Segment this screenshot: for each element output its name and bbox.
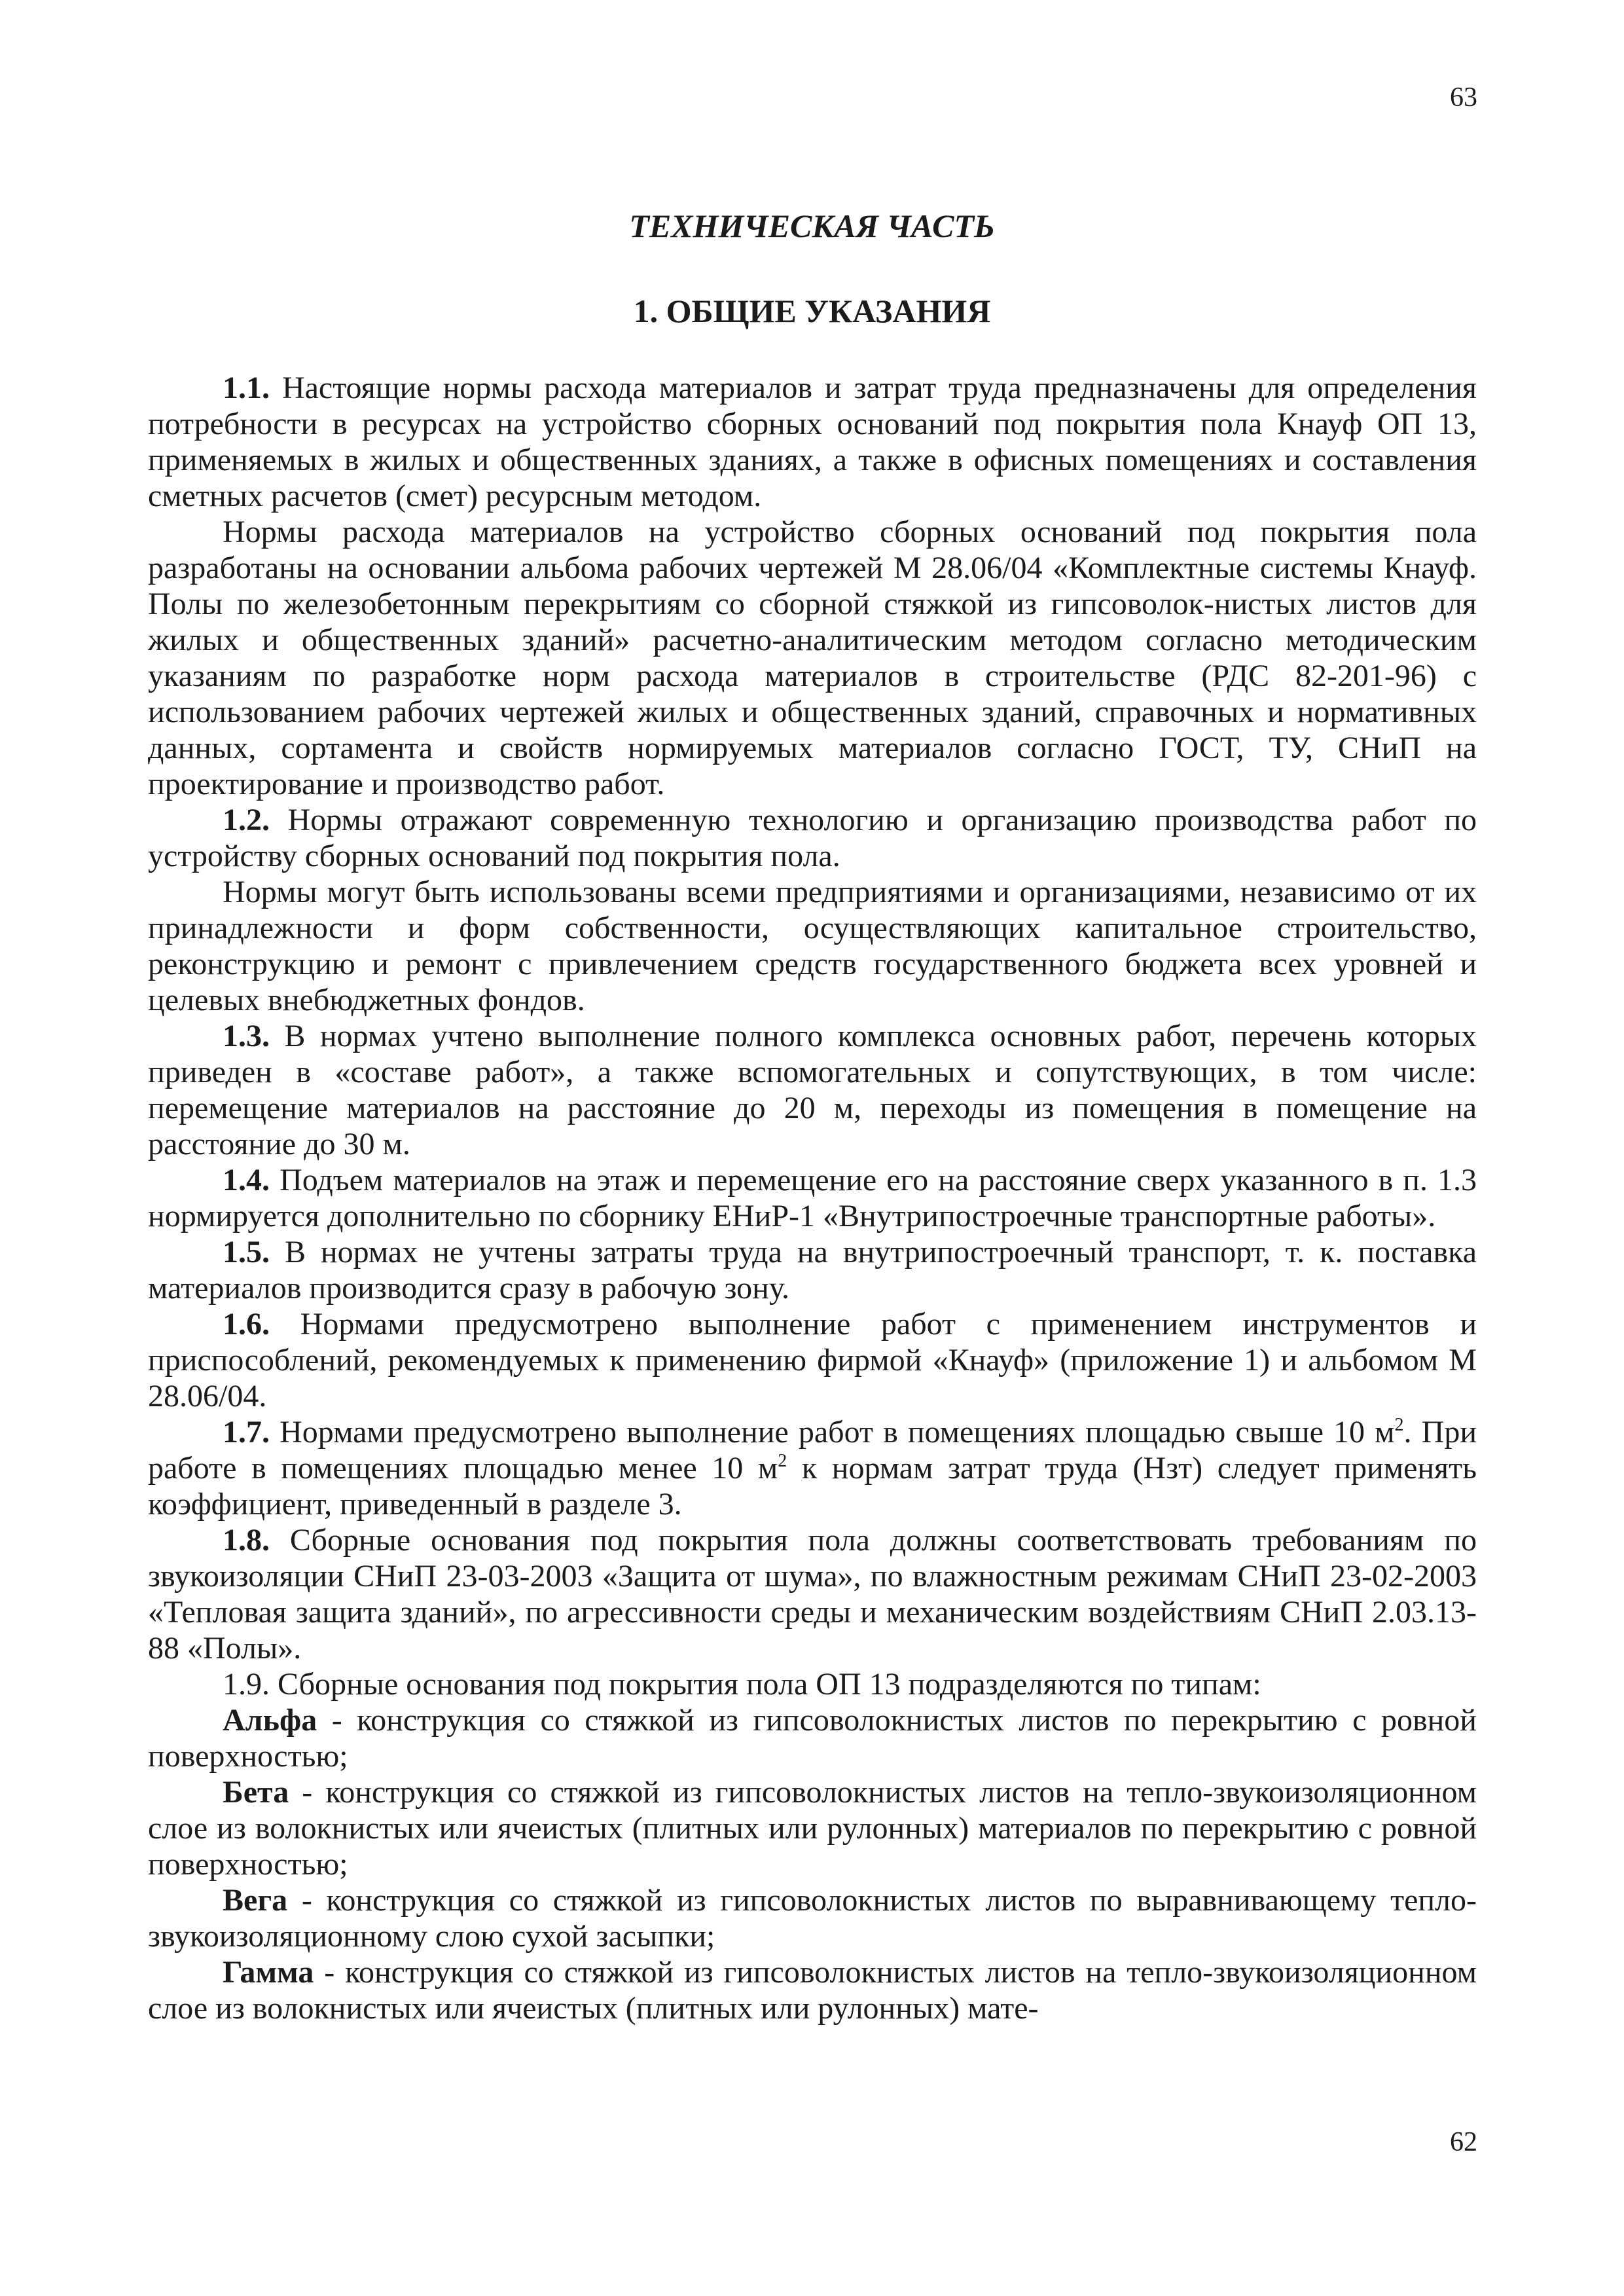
clause-number: 1.9.: [223, 1667, 270, 1702]
clause-number: 1.7.: [223, 1415, 270, 1449]
paragraph-text: Подъем материалов на этаж и перемещение его на расстояние сверх указанного в п. 1.3 нормируется дополнительно по сборнику ЕНиР-1 «Внутрипостроечные транспортные работы».: [148, 1163, 1477, 1233]
paragraph-text: Нормы отражают современную технологию и организацию производства работ по устройству сборных оснований под покрытия пола.: [148, 803, 1477, 873]
paragraph-1-4: [148, 1162, 1477, 1234]
paragraph-1-6: [148, 1306, 1477, 1414]
paragraph-text: В нормах не учтены затраты труда на внутрипостроечный транспорт, т. к. поставка материалов производится сразу в рабочую зону.: [148, 1235, 1477, 1305]
section-title: ТЕХНИЧЕСКАЯ ЧАСТЬ: [629, 208, 995, 244]
clause-number: 1.8.: [223, 1523, 270, 1558]
page-number-bottom: 62: [1450, 2127, 1477, 2157]
paragraph-1-3: [148, 1018, 1477, 1162]
paragraph-text: Нормы расхода материалов на устройство сборных оснований под покрытия пола разработаны на основании альбома рабочих чертежей М 28.06/04 «Комплектные системы Кнауф. Полы по железобетонным перекрытиям со сборной стяжкой из гипсоволок-нистых листов для жилых и общественных зданий» расчетно-аналитическим методом согласно методическим указаниям по разработке норм расхода материалов в строительстве (РДС 82-201-96) с использованием рабочих чертежей жилых и общественных зданий, справочных и нормативных данных, сортамента и свойств нормируемых материалов согласно ГОСТ, ТУ, СНиП на проектирование и производство работ.: [148, 515, 1477, 801]
type-description: - конструкция со стяжкой из гипсоволокнистых листов по перекрытию с ровной поверхностью;: [148, 1703, 1477, 1774]
clause-number: 1.5.: [223, 1235, 270, 1269]
paragraph-text: В нормах учтено выполнение полного комплекса основных работ, перечень которых приведен в «составе работ», а также вспомогательных и сопутствующих, в том числе: перемещение материалов на расстояние до 20 м, переходы из помещения в помещение на расстояние до 30 м.: [148, 1019, 1477, 1161]
paragraph-1-2: [148, 802, 1477, 874]
paragraph-text: Сборные основания под покрытия пола должны соответствовать требованиям по звукоизоляции СНиП 23-03-2003 «Защита от шума», по влажностным режимам СНиП 23-02-2003 «Тепловая защита зданий», по агрессивности среды и механическим воздействиям СНиП 2.03.13-88 «Полы».: [148, 1523, 1477, 1666]
type-alpha: [148, 1702, 1477, 1774]
type-gamma: [148, 1954, 1477, 2026]
type-description: - конструкция со стяжкой из гипсоволокнистых листов на тепло-звукоизоляционном слое из волокнистых или ячеистых (плитных или рулонных) материалов по перекрытию с ровной поверхностью;: [148, 1775, 1477, 1882]
type-name: Бета: [223, 1775, 289, 1810]
type-vega: [148, 1882, 1477, 1954]
clause-number: 1.1.: [223, 371, 270, 405]
clause-number: 1.3.: [223, 1019, 270, 1053]
superscript: 2: [778, 1451, 787, 1471]
type-beta: [148, 1774, 1477, 1882]
paragraph-1-8: [148, 1522, 1477, 1666]
paragraph-1-1: [148, 370, 1477, 514]
paragraph-1-7: [148, 1414, 1477, 1522]
document-body: [148, 370, 1477, 2026]
paragraph-1-9: [148, 1666, 1477, 1702]
type-description: - конструкция со стяжкой из гипсоволокнистых листов по выравнивающему тепло-звукоизоляционному слою сухой засыпки;: [148, 1883, 1477, 1954]
paragraph-text: Нормами предусмотрено выполнение работ в помещениях площадью свыше 10 м: [280, 1415, 1395, 1449]
type-description: - конструкция со стяжкой из гипсоволокнистых листов на тепло-звукоизоляционном слое из волокнистых или ячеистых (плитных или рулонных) мате-: [148, 1955, 1477, 2026]
type-name: Вега: [223, 1883, 288, 1918]
paragraph-text: Настоящие нормы расхода материалов и затрат труда предназначены для определения потребности в ресурсах на устройство сборных оснований под покрытия пола Кнауф ОП 13, применяемых в жилых и общественных зданиях, а также в офисных помещениях и составления сметных расчетов (смет) ресурсным методом.: [148, 371, 1477, 513]
page-number-top: 63: [1450, 82, 1477, 113]
paragraph-text: Нормами предусмотрено выполнение работ с применением инструментов и приспособлений, рекомендуемых к применению фирмой «Кнауф» (приложение 1) и альбомом М 28.06/04.: [148, 1307, 1477, 1413]
paragraph-1-2-cont: [148, 874, 1477, 1018]
type-name: Гамма: [223, 1955, 314, 1990]
paragraph-1-5: [148, 1234, 1477, 1306]
clause-number: 1.4.: [223, 1163, 270, 1197]
paragraph-1-1-cont: [148, 514, 1477, 802]
clause-number: 1.2.: [223, 803, 270, 837]
paragraph-text: Нормы могут быть использованы всеми предприятиями и организациями, независимо от их принадлежности и форм собственности, осуществляющих капитальное строительство, реконструкцию и ремонт с привлечением средств государственного бюджета всех уровней и целевых внебюджетных фондов.: [148, 875, 1477, 1017]
type-name: Альфа: [223, 1703, 317, 1738]
paragraph-text: . При работе в помещениях площадью менее 10 м: [148, 1415, 1477, 1485]
paragraph-text: Сборные основания под покрытия пола ОП 13 подразделяются по типам:: [278, 1667, 1261, 1702]
section-heading: 1. ОБЩИЕ УКАЗАНИЯ: [633, 293, 991, 329]
paragraph-text: к нормам затрат труда (Нзт) следует применять коэффициент, приведенный в разделе 3.: [148, 1451, 1477, 1522]
clause-number: 1.6.: [223, 1307, 270, 1341]
superscript: 2: [1394, 1415, 1404, 1435]
